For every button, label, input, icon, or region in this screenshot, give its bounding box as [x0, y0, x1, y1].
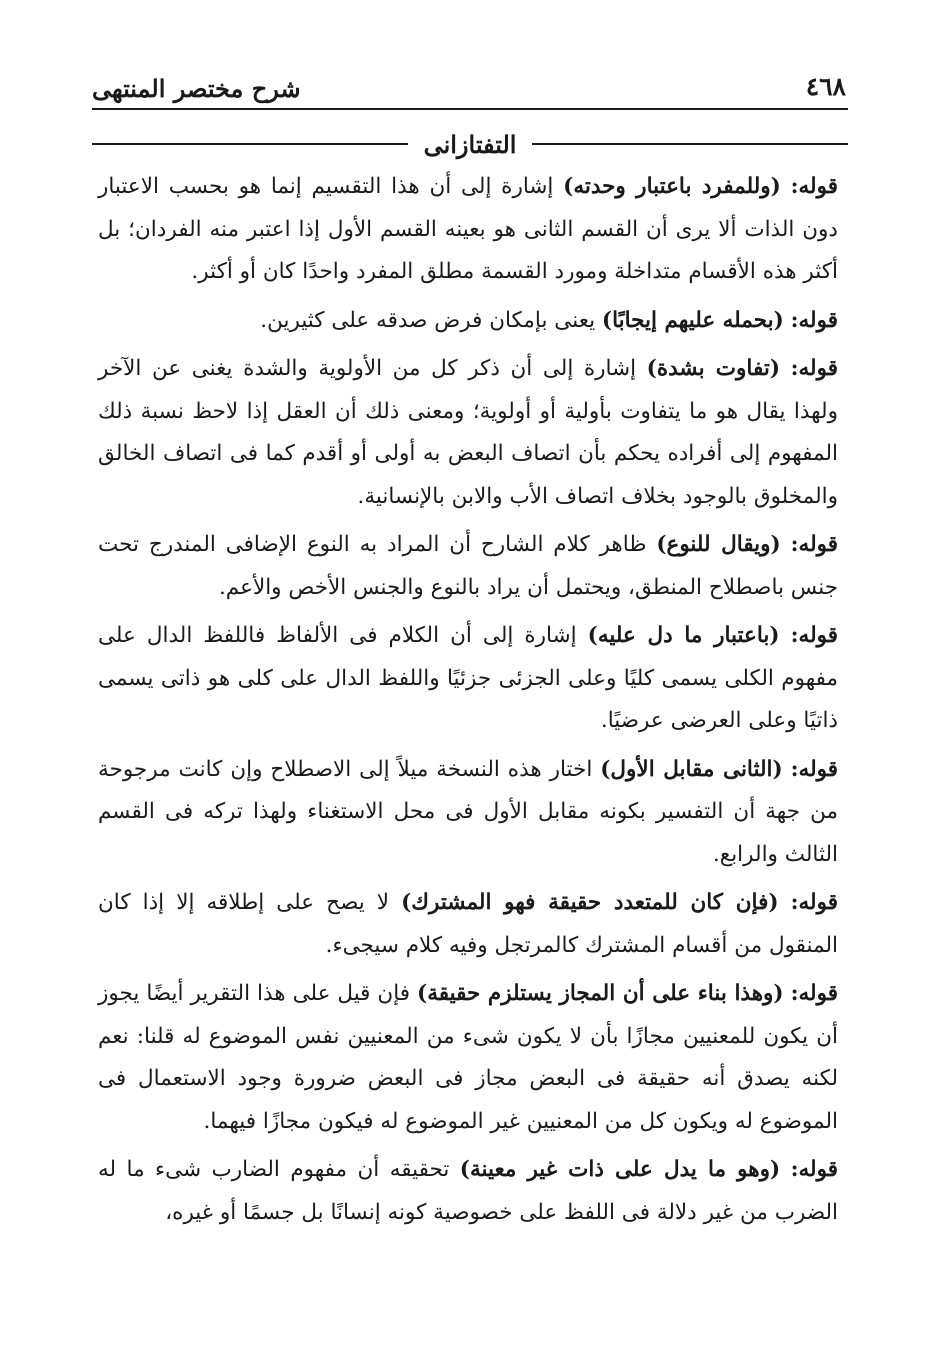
commentary-paragraph	[98, 882, 838, 967]
quoted-phrase: (وهذا بناء على أن المجاز يستلزم حقيقة)	[417, 981, 784, 1006]
paragraph-text: إشارة إلى أن الكلام فى الألفاظ فاللفظ الدال على مفهوم الكلى يسمى كليًا وعلى الجزئى جزئيًا واللفظ الدال على كلى هو ذاتى يسمى ذاتيًا وعلى العرضى عرضيًا.	[98, 623, 838, 733]
paragraph-text: فإن قيل على هذا التقرير أيضًا يجوز أن يكون للمعنيين مجازًا بأن لا يكون شىء من المعنيين نفس الموضوع له قلنا: نعم لكنه يصدق أنه حقيقة فى البعض مجاز فى البعض ضرورة وجود الاستعمال فى الموضوع له ويكون كل من المعنيين غير الموضوع له فيكون مجازًا فيهما.	[98, 981, 838, 1134]
paragraph-text: اختار هذه النسخة ميلاً إلى الاصطلاح وإن كانت مرجوحة من جهة أن التفسير بكونه مقابل الأول فى محل الاستغناء ولهذا تركه فى القسم الثالث والرابع.	[98, 756, 838, 867]
paragraph-text: إشارة إلى أن ذكر كل من الأولوية والشدة يغنى عن الآخر ولهذا يقال هو ما يتفاوت بأولية أو أولوية؛ ومعنى ذلك أن العقل إذا لاحظ نسبة ذلك المفهوم إلى أفراده يحكم بأن اتصاف البعض به أولى أو أقدم كما فى اتصاف الخالق والمخلوق بالوجود بخلاف اتصاف الأب والابن بالإنسانية.	[98, 356, 838, 509]
quoted-phrase: (بحمله عليهم إيجابًا)	[601, 307, 784, 333]
paragraph-lead: قوله:	[790, 756, 839, 782]
commentary-paragraph	[98, 749, 838, 877]
commentary-body	[98, 166, 838, 1240]
paragraph-lead: قوله:	[790, 890, 838, 915]
commentary-paragraph	[98, 300, 838, 343]
paragraph-lead: قوله:	[790, 356, 838, 381]
paragraph-lead: قوله:	[790, 174, 838, 199]
paragraph-lead: قوله:	[790, 1157, 838, 1182]
quoted-phrase: (وهو ما يدل على ذات غير معينة)	[459, 1157, 781, 1182]
paragraph-lead: قوله:	[790, 623, 839, 648]
commentary-paragraph	[98, 166, 838, 294]
paragraph-text: لا يصح على إطلاقه إلا إذا كان المنقول من أقسام المشترك كالمرتجل وفيه كلام سيجىء.	[98, 890, 838, 958]
paragraph-text: تحقيقه أن مفهوم الضارب شىء ما له الضرب من غير دلالة فى اللفظ على خصوصية كونه إنسانًا بل جسمًا أو غيره،	[98, 1157, 838, 1225]
commentary-paragraph	[98, 348, 838, 518]
commentary-paragraph	[98, 1149, 838, 1234]
header-rule	[92, 108, 848, 110]
page-number: ٤٦٨	[805, 72, 846, 101]
divider-line-right	[532, 143, 848, 145]
section-divider	[92, 126, 848, 162]
paragraph-lead: قوله:	[790, 307, 838, 333]
page-header	[92, 72, 846, 112]
commentary-paragraph	[98, 524, 838, 609]
paragraph-text: ظاهر كلام الشارح أن المراد به النوع الإضافى المندرج تحت جنس باصطلاح المنطق، ويحتمل أن يراد بالنوع والجنس الأخص والأعم.	[98, 532, 838, 600]
paragraph-text: إشارة إلى أن هذا التقسيم إنما هو بحسب الاعتبار دون الذات ألا يرى أن القسم الثانى هو بعينه القسم الأول إذا اعتبر منه الفردان؛ بل أكثر هذه الأقسام متداخلة ومورد القسمة مطلق المفرد واحدًا كان أو أكثر.	[98, 174, 838, 284]
quoted-phrase: (باعتبار ما دل عليه)	[587, 623, 780, 648]
paragraph-text: يعنى بإمكان فرض صدقه على كثيرين.	[260, 307, 596, 333]
divider-line-left	[92, 143, 408, 145]
quoted-phrase: (فإن كان للمتعدد حقيقة فهو المشترك)	[401, 890, 779, 915]
quoted-phrase: (تفاوت بشدة)	[646, 356, 780, 381]
paragraph-lead: قوله:	[790, 981, 838, 1006]
running-book-title: شرح مختصر المنتهى	[92, 74, 301, 103]
commentary-paragraph	[98, 973, 838, 1143]
quoted-phrase: (ويقال للنوع)	[656, 532, 781, 557]
quoted-phrase: (وللمفرد باعتبار وحدته)	[563, 174, 781, 199]
section-label: التفتازانى	[423, 129, 517, 159]
paragraph-lead: قوله:	[790, 532, 839, 557]
quoted-phrase: (الثانى مقابل الأول)	[600, 756, 783, 782]
commentary-paragraph	[98, 615, 838, 743]
